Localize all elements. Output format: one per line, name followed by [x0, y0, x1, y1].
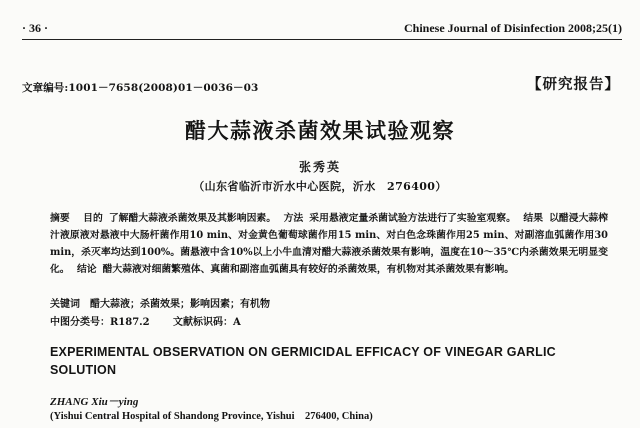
clc-number: 中图分类号：R187.2	[50, 317, 150, 328]
objective-text: 了解醋大蒜液杀菌效果及其影响因素。	[108, 213, 277, 224]
article-category: 【研究报告】	[527, 76, 620, 93]
english-title: EXPERIMENTAL OBSERVATION ON GERMICIDAL EFFICACY OF VINEGAR GARLIC SOLUTION	[50, 345, 556, 377]
abstract-label: 摘要	[50, 213, 70, 224]
keywords-label: 关键词	[50, 299, 80, 310]
result-text: 以醋浸大蒜榨汁液原液对悬液中大肠杆菌作用10 min、对金黄色葡萄球菌作用15 min、对白色念珠菌作用25 min、对副溶血弧菌作用30 min，杀灭率均达到100%。菌悬液中含10%以上小牛血清对醋大蒜液杀菌效果有影响，温度在10～35℃内杀菌效果无明显变化。	[50, 213, 609, 275]
document-code: 文献标识码：A	[173, 317, 241, 328]
header-rule	[22, 39, 622, 40]
abstract	[50, 210, 608, 278]
page-number: · 36 ·	[22, 21, 49, 35]
objective-label: 目的	[83, 213, 103, 224]
classification-line	[50, 313, 610, 328]
running-header	[22, 21, 622, 37]
method-text: 采用悬液定量杀菌试验方法进行了实验室观察。	[309, 213, 516, 224]
conclusion-text: 醋大蒜液对细菌繁殖体、真菌和副溶血弧菌具有较好的杀菌效果，有机物对其杀菌效果有影响。	[102, 264, 515, 275]
journal-citation: Chinese Journal of Disinfection 2008;25(1)	[404, 21, 622, 35]
english-affiliation: (Yishui Central Hospital of Shandong Province, Yishui 276400, China)	[50, 411, 373, 422]
document-number: 文章编号:1001－7658(2008)01－0036－03	[22, 82, 259, 94]
english-author: ZHANG Xiu－ying	[50, 396, 139, 408]
keywords	[50, 295, 270, 310]
conclusion-label: 结论	[77, 264, 97, 275]
article-title: 醋大蒜液杀菌效果试验观察	[185, 119, 455, 143]
method-label: 方法	[283, 213, 304, 224]
author-affiliation: （山东省临沂市沂水中心医院，沂水 276400）	[193, 180, 447, 193]
author-name: 张秀英	[298, 160, 341, 174]
result-label: 结果	[523, 213, 544, 224]
keywords-value: 醋大蒜液；杀菌效果；影响因素；有机物	[90, 299, 270, 310]
